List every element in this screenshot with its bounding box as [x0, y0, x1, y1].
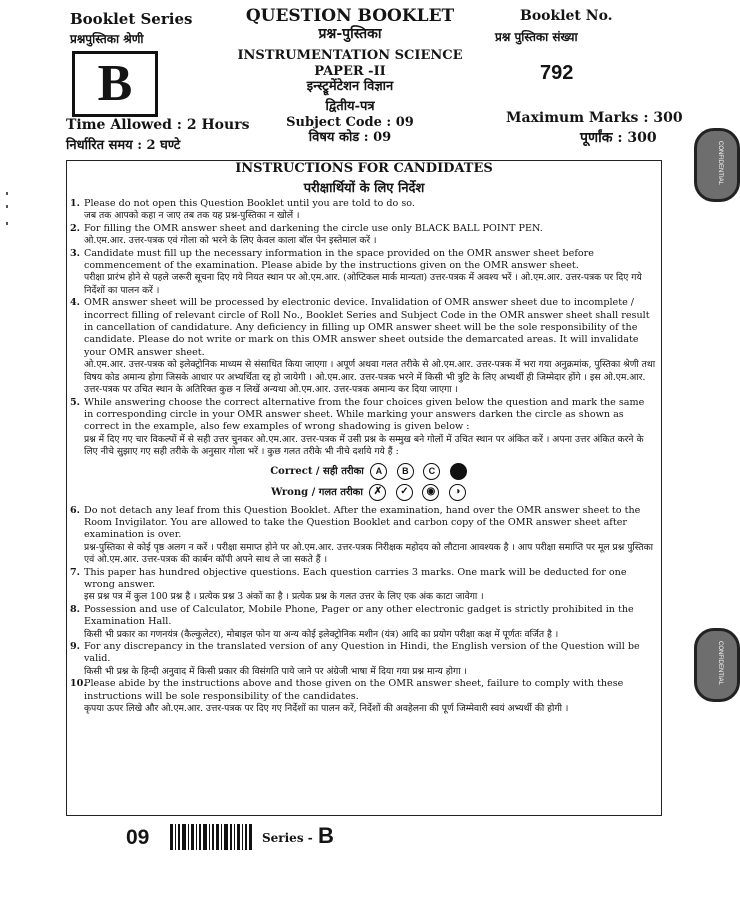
subject-code: Subject Code : 09: [286, 114, 414, 130]
paper-number: PAPER -II: [314, 63, 386, 79]
instruction-number: 2.: [70, 222, 81, 234]
scan-speck: [6, 205, 8, 208]
footer-series-label: Series -: [262, 831, 313, 845]
instructions-list: [70, 198, 656, 715]
instruction-text-hindi: किसी भी प्रश्न के हिन्दी अनुवाद में किसी प्रकार की विसंगति पाये जाने पर अंग्रेजी भाषा में दिया गया प्रश्न मान्य होगा ।: [84, 665, 467, 677]
booklet-series-label-hindi: प्रश्नपुस्तिका श्रेणी: [70, 32, 144, 46]
footer-series-value: B: [318, 823, 334, 848]
instruction-text-hindi: इस प्रश्न पत्र में कुल 100 प्रश्न है । प्रत्येक प्रश्न 3 अंकों का है । प्रत्येक प्रश्न के गलत उत्तर के लिए एक अंक काटा जावेगा ।: [84, 591, 484, 603]
correct-example-label: Correct / सही तरीका: [270, 465, 364, 477]
instruction-item: [70, 397, 656, 505]
instruction-text: Candidate must fill up the necessary information in the space provided on the OMR answer sheet before commencement of the examination. Please abide by the instructions given on the OMR answer sheet.: [84, 247, 594, 272]
dot-circle-icon: ◉: [422, 484, 439, 501]
seal-text: CONFIDENTIAL: [717, 141, 723, 186]
instruction-text-hindi: कृपया ऊपर लिखे और ओ.एम.आर. उत्तर-पत्रक पर दिए गए निर्देशों का पालन करें, निर्देशों की अवहेलना की पूर्ण जिम्मेवारी स्वयं अभ्यर्थी की होगी ।: [84, 703, 569, 715]
instruction-text: Possession and use of Calculator, Mobile Phone, Pager or any other electronic gadget is strictly prohibited in the Examination Hall.: [84, 603, 634, 628]
instruction-text: Please do not open this Question Booklet until you are told to do so.: [84, 198, 415, 209]
booklet-number-label-hindi: प्रश्न पुस्तिका संख्या: [495, 30, 578, 44]
instruction-text: While answering choose the correct alternative from the four choices given below the question and mark the same in corresponding circle in your OMR answer sheet. While marking your answers darken the circle as shown as correct in the example, also few examples of wrong shadowing is given below :: [84, 396, 645, 433]
instruction-number: 10.: [70, 678, 87, 690]
instruction-text: Do not detach any leaf from this Question Booklet. After the examination, hand over the OMR answer sheet to the Room Invigilator. You are allowed to take the Question Booklet and carbon copy of the OMR answer sheet after examination is over.: [84, 504, 641, 541]
instruction-text-hindi: प्रश्न-पुस्तिका से कोई पृष्ठ अलग न करें । परीक्षा समाप्त होने पर ओ.एम.आर. उत्तर-पत्रक निरीक्षक महोदय को लौटाना आवश्यक है । आप परीक्षा समाप्ति पर मूल प्रश्न पुस्तिका एवं ओ.एम.आर. उत्तर-पत्रक की कार्बन कॉपी अपने साथ ले जा सकते हैं ।: [84, 541, 654, 566]
instruction-number: 5.: [70, 396, 81, 408]
series-letter: B: [97, 55, 133, 112]
correct-example-row: [84, 463, 656, 480]
barcode-icon: [170, 824, 252, 850]
instructions-title: INSTRUCTIONS FOR CANDIDATES: [235, 161, 493, 176]
page-title: QUESTION BOOKLET: [245, 6, 455, 26]
instruction-item: [70, 604, 656, 641]
instruction-text: This paper has hundred objective questions. Each question carries 3 marks. One mark will be deducted for one wrong answer.: [84, 566, 627, 590]
footer-subject-code: 09: [126, 826, 150, 849]
time-allowed: Time Allowed : 2 Hours: [66, 117, 250, 133]
option-b-circle-icon: B: [397, 463, 414, 480]
series-letter-box: [72, 51, 158, 117]
instruction-item: [70, 567, 656, 604]
instruction-item: [70, 678, 656, 715]
booklet-series-label: Booklet Series: [70, 10, 193, 28]
instruction-number: 6.: [70, 504, 81, 516]
instruction-item: [70, 297, 656, 396]
instruction-text-hindi: परीक्षा प्रारंभ होने से पहले जरूरी सूचना दिए गये नियत स्थान पर ओ.एम.आर. (ओप्टिकल मार्क मान्यता) उत्तर-पत्रक में अवश्य भरें । ओ.एम.आर. उत्तर-पत्रक पर दिए गये निर्देशों का पालन करें ।: [84, 272, 642, 296]
time-allowed-hindi: निर्धारित समय : 2 घण्टे: [66, 138, 181, 153]
booklet-heading: [230, 6, 470, 146]
booklet-number: 792: [540, 62, 574, 84]
cross-circle-icon: ✗: [369, 484, 386, 501]
half-filled-circle-icon: ◑: [449, 484, 466, 501]
instruction-number: 7.: [70, 566, 81, 578]
page-title-hindi: प्रश्न-पुस्तिका: [318, 26, 382, 43]
instruction-text: For filling the OMR answer sheet and darkening the circle use only BLACK BALL POINT PEN.: [84, 222, 543, 234]
paper-number-hindi: द्वितीय-पत्र: [325, 98, 375, 114]
booklet-number-label: Booklet No.: [520, 8, 613, 24]
instruction-text-hindi: ओ.एम.आर. उत्तर-पत्रक एवं गोला को भरने के लिए केवल काला बॉल पेन इस्तेमाल करें ।: [84, 235, 377, 247]
instructions-title-hindi: परीक्षार्थियों के लिए निर्देश: [303, 181, 425, 196]
subject-name-hindi: इन्स्ट्रूमेंटेशन विज्ञान: [306, 79, 394, 95]
maximum-marks: Maximum Marks : 300: [506, 110, 683, 126]
instruction-text: OMR answer sheet will be processed by electronic device. Invalidation of OMR answer sheet due to incomplete / incorrect filling of relevant circle of Roll No., Booklet Series and Subject Code in the OMR answer sheet shall result in cancellation of candidature. Any deficiency in filling up OMR answer sheet will be the sole responsibility of the candidate. Please do not write or mark on this OMR answer sheet outside the demarcated areas. It will invalidate your OMR answer sheet.: [84, 297, 650, 358]
instruction-item: [70, 641, 656, 678]
instruction-item: [70, 223, 656, 248]
option-c-circle-icon: C: [423, 463, 440, 480]
instruction-number: 4.: [70, 297, 81, 309]
instruction-item: [70, 505, 656, 567]
instruction-number: 8.: [70, 603, 81, 615]
instruction-text: Please abide by the instructions above and those given on the OMR answer sheet, failure to comply with these instructions will be sole responsibility of the candidates.: [84, 678, 624, 702]
instruction-item: [70, 248, 656, 298]
maximum-marks-hindi: पूर्णांक : 300: [580, 130, 657, 146]
seal-text: CONFIDENTIAL: [717, 641, 723, 686]
instruction-number: 1.: [70, 198, 81, 209]
confidential-seal-icon: [694, 128, 740, 202]
scan-speck: [6, 222, 8, 225]
instruction-text-hindi: किसी भी प्रकार का गणनयंत्र (कैल्कुलेटर), मोबाइल फोन या अन्य कोई इलेक्ट्रोनिक मशीन (यंत्र) आदि का प्रयोग परीक्षा कक्ष में पूर्णतः वर्जित है ।: [84, 628, 559, 640]
instruction-number: 9.: [70, 641, 81, 652]
scan-speck: [6, 192, 8, 195]
subject-code-hindi: विषय कोड : 09: [308, 130, 392, 146]
subject-name: INSTRUMENTATION SCIENCE: [237, 48, 463, 64]
instruction-text-hindi: प्रश्न में दिए गए चार विकल्पों में से सही उत्तर चुनकर ओ.एम.आर. उत्तर-पत्रक में उसी प्रश्न के सम्मुख बने गोलों में उचित स्थान पर अंकित करें । अपना उत्तर अंकित करने के लिए नीचे सुझाए गए सही तरीके के अनुसार गोला भरें । कुछ गलत तरीके भी नीचे दर्शाये गये हैं :: [84, 433, 644, 458]
instruction-item: [70, 198, 656, 223]
instruction-text-hindi: ओ.एम.आर. उत्तर-पत्रक को इलेक्ट्रोनिक माध्यम से संसाधित किया जाएगा । अपूर्ण अथवा गलत तरीके से ओ.एम.आर. उत्तर-पत्रक में भरा गया अनुक्रमांक, पुस्तिका श्रेणी तथा विषय कोड अमान्य होगा जिसके आधार पर अभ्यर्थिता रद्द हो जायेगी । ओ.एम.आर. उत्तर-पत्रक भरने में किसी भी त्रुटि के लिए अभ्यर्थी ही जिम्मेदार होंगे । इस ओ.एम.आर. उत्तर-पत्रक पर उचित स्थान के अतिरिक्त कुछ न लिखें अन्यथा ओ.एम.आर. उत्तर-पत्रक अमान्य कर दिया जाएगा ।: [84, 359, 656, 396]
wrong-example-row: [84, 484, 656, 501]
confidential-seal-icon: [694, 628, 740, 702]
wrong-example-label: Wrong / गलत तरीका: [271, 486, 363, 498]
instruction-number: 3.: [70, 247, 81, 259]
instruction-text-hindi: जब तक आपको कहा न जाए तब तक यह प्रश्न-पुस्तिका न खोलें ।: [84, 210, 300, 222]
filled-circle-icon: [450, 463, 467, 480]
tick-circle-icon: ✓: [396, 484, 413, 501]
instruction-text: For any discrepancy in the translated version of any Question in Hindi, the English version of the Question will be valid.: [84, 641, 640, 665]
option-a-circle-icon: A: [370, 463, 387, 480]
